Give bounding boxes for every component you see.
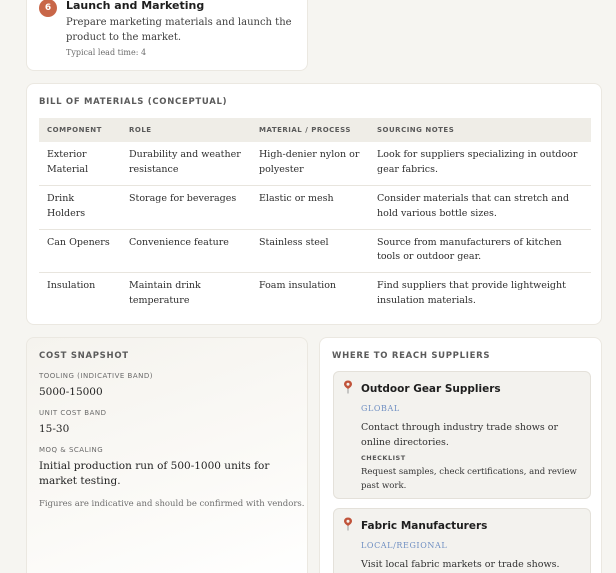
step-number-badge: 6 — [39, 0, 57, 17]
table-row — [39, 229, 591, 273]
bom-cell-material: Foam insulation — [259, 280, 337, 291]
cost-disclaimer: Figures are indicative and should be confirmed with vendors. — [39, 499, 305, 509]
supplier-contact: Contact through industry trade shows or online directories. — [361, 422, 559, 448]
bom-cell-sourcing: Find suppliers that provide lightweight insulation materials. — [377, 280, 566, 306]
unit-cost-label: UNIT COST BAND — [39, 409, 107, 417]
table-row — [39, 273, 591, 317]
supplier-name: Outdoor Gear Suppliers — [361, 383, 501, 395]
bom-cell-component: Exterior Material — [39, 142, 121, 186]
map-pin-icon — [343, 380, 353, 394]
checklist-label: CHECKLIST — [361, 454, 406, 462]
bom-cell-material: Elastic or mesh — [251, 186, 369, 230]
bom-cell-material: High-denier nylon or polyester — [251, 142, 369, 186]
bom-col-component: COMPONENT — [39, 118, 121, 142]
step-title: Launch and Marketing — [66, 0, 205, 12]
bill-of-materials-card — [26, 83, 602, 325]
bom-cell-role: Storage for beverages — [121, 186, 251, 230]
bom-cell-role: Convenience feature — [121, 229, 251, 273]
bom-cell-component: Can Openers — [39, 229, 121, 273]
cost-heading: COST SNAPSHOT — [39, 351, 129, 361]
supplier-contact: Visit local fabric markets or trade shows. — [361, 559, 560, 570]
bom-cell-component: Insulation — [47, 280, 96, 291]
supplier-checklist: Request samples, check certifications, and review past work. — [361, 467, 577, 491]
bom-cell-sourcing: Consider materials that can stretch and hold various bottle sizes. — [369, 186, 591, 230]
bom-cell-material: Stainless steel — [251, 229, 369, 273]
step-card — [26, 0, 308, 71]
bom-col-material: MATERIAL / PROCESS — [251, 118, 369, 142]
bom-cell-role: Durability and weather resistance — [121, 142, 251, 186]
bom-heading: BILL OF MATERIALS (CONCEPTUAL) — [39, 97, 228, 107]
supplier-scope: GLOBAL — [361, 404, 400, 413]
unit-cost-value: 15-30 — [39, 423, 70, 435]
supplier-scope: LOCAL/REGIONAL — [361, 541, 448, 550]
tooling-value: 5000-15000 — [39, 386, 103, 398]
bom-header-row — [39, 118, 591, 142]
cost-snapshot-card — [26, 337, 308, 573]
supplier-name: Fabric Manufacturers — [361, 520, 488, 532]
bom-cell-role: Maintain drink temperature — [129, 280, 201, 306]
step-lead-time: Typical lead time: 4 — [66, 48, 147, 57]
moq-label: MOQ & SCALING — [39, 446, 104, 454]
table-row — [39, 186, 591, 230]
moq-value: Initial production run of 500-1000 units for market testing. — [39, 460, 270, 487]
tooling-label: TOOLING (INDICATIVE BAND) — [39, 372, 153, 380]
supplier-item[interactable] — [333, 371, 591, 499]
supplier-item[interactable] — [333, 508, 591, 573]
bom-table — [39, 118, 591, 316]
map-pin-icon — [343, 517, 353, 531]
suppliers-heading: WHERE TO REACH SUPPLIERS — [332, 351, 491, 361]
step-description: Prepare marketing materials and launch the product to the market. — [66, 17, 292, 43]
bom-col-role: ROLE — [121, 118, 251, 142]
bom-cell-component: Drink Holders — [39, 186, 121, 230]
bom-cell-sourcing: Look for suppliers specializing in outdoor gear fabrics. — [369, 142, 591, 186]
bom-cell-sourcing: Source from manufacturers of kitchen tools or outdoor gear. — [369, 229, 591, 273]
bom-col-sourcing: SOURCING NOTES — [369, 118, 591, 142]
suppliers-card — [319, 337, 602, 573]
table-row — [39, 142, 591, 186]
